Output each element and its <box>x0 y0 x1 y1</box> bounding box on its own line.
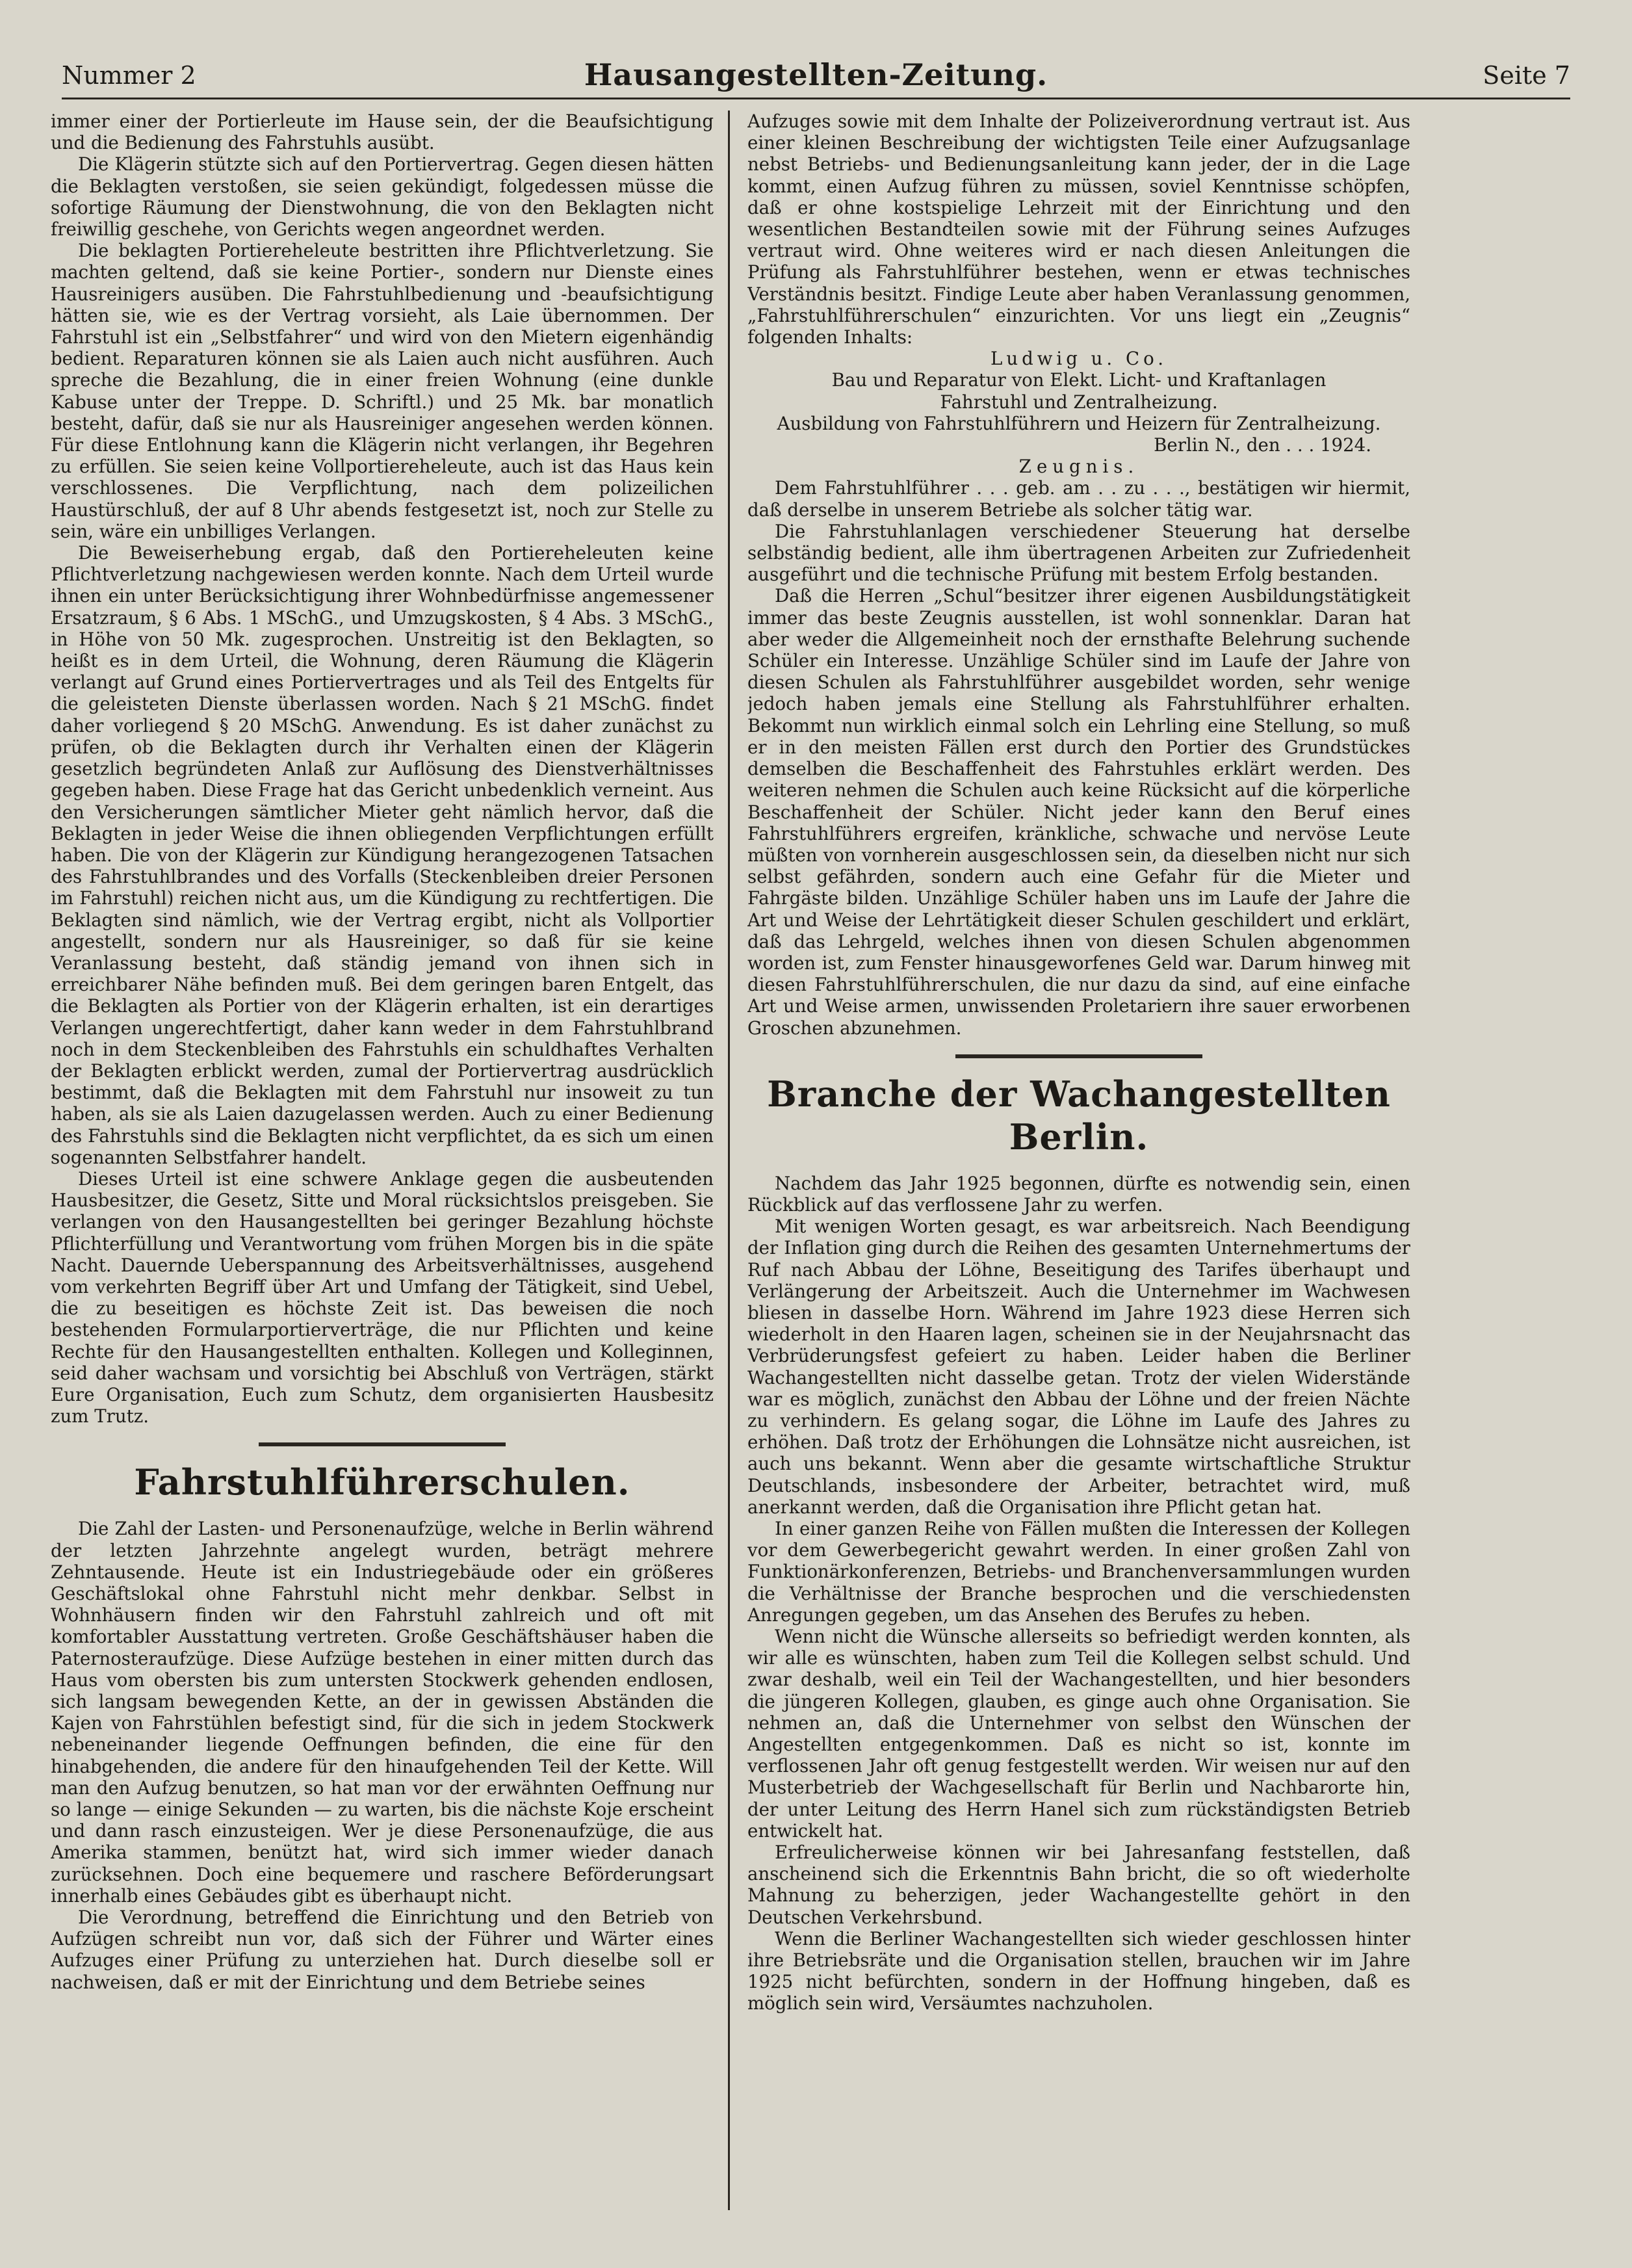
column-divider <box>728 111 730 2210</box>
certificate-line: Bau und Reparatur von Elekt. Licht- und Kraftanlagen <box>831 369 1327 391</box>
article-paragraph: Aufzuges sowie mit dem Inhalte der Polizeiverordnung vertraut ist. Aus einer kleinen Beschreibung der wichtigsten Teile einer Aufzugsanlage nebst Betriebs- und Bedienungsanleitung kann jeder, der in die Lage kommt, einen Aufzug führen zu müssen, soviel Kenntnisse schöpfen, daß er ohne kostspielige Lehrzeit mit der Einrichtung und den wesentlichen Bestandteilen sowie mit der Führung seines Aufzuges vertraut wird. Ohne weiteres wird er nach diesen Anleitungen die Prüfung als Fahrstuhlführer bestehen, wenn er etwas technisches Verständnis besitzt. Findige Leute aber haben Veranlassung genommen, „Fahrstuhlführerschulen“ einzurichten. Vor uns liegt ein „Zeugnis“ folgenden Inhalts: <box>747 111 1410 348</box>
article-paragraph: Die beklagten Portiereheleute bestritten ihre Pflichtverletzung. Sie machten geltend, daß sie keine Portier-, sondern nur Dienste eines Hausreinigers ausüben. Die Fahrstuhlbedienung und -beaufsichtigung hätten sie, wie es der Vertrag vorsieht, als Laie übernommen. Der Fahrstuhl ist ein „Selbstfahrer“ und wird von den Mietern eigenhändig bedient. Reparaturen können sie als Laien auch nicht ausführen. Auch spreche die Bezahlung, die in einer freien Wohnung (eine dunkle Kabuse unter der Treppe. D. Schriftl.) und 25 Mk. bar monatlich besteht, dafür, daß sie nur als Hausreiniger angesehen werden können. Für diese Entlohnung kann die Klägerin nicht verlangen, ihr Begehren zu erfüllen. Sie seien keine Vollportiereheleute, auch ist das Haus kein verschlossenes. Die Verpflichtung, nach dem polizeilichen Haustürschluß, der auf 8 Uhr abends festgesetzt ist, noch zur Stelle zu sein, wäre ein unbilliges Verlangen. <box>51 240 714 542</box>
article-paragraph: Die Beweiserhebung ergab, daß den Portiereheleuten keine Pflichtverletzung nachgewiesen werden konnte. Nach dem Urteil wurde ihnen ein unter Berücksichtigung ihrer Wohnbedürfnisse angemessener Ersatzraum, § 6 Abs. 1 MSchG., und Umzugskosten, § 4 Abs. 3 MSchG., in Höhe von 50 Mk. zugesprochen. Unstreitig ist den Beklagten, so heißt es in dem Urteil, die Wohnung, deren Räumung die Klägerin verlangt auf Grund eines Portiervertrages und als Teil des Entgelts für die geleisteten Dienste überlassen worden. Nach § 21 MSchG. findet daher vorliegend § 20 MSchG. Anwendung. Es ist daher zunächst zu prüfen, ob die Beklagten durch ihr Verhalten einen der Klägerin gesetzlich begründeten Anlaß zur Auflösung des Dienstverhältnisses gegeben haben. Diese Frage hat das Gericht unbedenklich verneint. Aus den Versicherungen sämtlicher Mieter geht nämlich hervor, daß die Beklagten in jeder Weise die ihnen obliegenden Verpflichtungen erfüllt haben. Die von der Klägerin zur Kündigung herangezogenen Tatsachen des Fahrstuhlbrandes und des Vorfalls (Steckenbleiben dreier Personen im Fahrstuhl) reichen nicht aus, um die Kündigung zu rechtfertigen. Die Beklagten sind nämlich, wie der Vertrag ergibt, nicht als Vollportier angestellt, sondern nur als Hausreiniger, so daß für sie keine Veranlassung besteht, daß ständig jemand von ihnen sich in erreichbarer Nähe befinden muß. Bei dem geringen baren Entgelt, das die Beklagten als Portier von der Klägerin erhalten, ist ein derartiges Verlangen ungerechtfertigt, daher kann weder in dem Fahrstuhlbrand noch in dem Steckenbleiben des Fahrstuhls ein schuldhaftes Verhalten der Beklagten erblickt werden, zumal der Portiervertrag ausdrücklich bestimmt, daß die Beklagten mit dem Fahrstuhl nur insoweit zu tun haben, als sie als Laien dazugelassen werden. Auch zu einer Bedienung des Fahrstuhls sind die Beklagten nicht verpflichtet, da es sich um einen sogenannten Selbstfahrer handelt. <box>51 542 714 1168</box>
article-paragraph: Die Zahl der Lasten- und Personenaufzüge, welche in Berlin während der letzten Jahrzehnte angelegt wurden, beträgt mehrere Zehntausende. Heute ist ein Industriegebäude oder ein größeres Geschäftslokal ohne Fahrstuhl nicht mehr denkbar. Selbst in Wohnhäusern finden wir den Fahrstuhl zahlreich und oft mit komfortabler Ausstattung vertreten. Große Geschäftshäuser haben die Paternosteraufzüge. Diese Aufzüge bestehen in einer mitten durch das Haus vom obersten bis zum untersten Stockwerk gehenden endlosen, sich langsam bewegenden Kette, an der in gewissen Abständen die Kajen von Fahrstühlen befestigt sind, für die sich in jedem Stockwerk nebeneinander liegende Oeffnungen befinden, die eine für den hinabgehenden, die andere für den hinaufgehenden Teil der Kette. Will man den Aufzug benutzen, so hat man vor der erwähnten Oeffnung nur so lange — einige Sekunden — zu warten, bis die nächste Koje erscheint und dann rasch einzusteigen. Wer je diese Personenaufzüge, die aus Amerika stammen, benützt hat, wird sich immer wieder danach zurücksehnen. Doch eine bequemere und raschere Beförderungsart innerhalb eines Gebäudes gibt es überhaupt nicht. <box>51 1518 714 1907</box>
article-paragraph: In einer ganzen Reihe von Fällen mußten die Interessen der Kollegen vor dem Gewerbegericht gewahrt werden. In einer großen Zahl von Funktionärkonferenzen, Betriebs- und Branchenversammlungen wurden die Verhältnisse der Branche besprochen und die verschiedensten Anregungen gegeben, um das Ansehen des Berufes zu heben. <box>747 1517 1410 1626</box>
certificate-date: Berlin N., den . . . 1924. <box>1154 434 1371 456</box>
article-paragraph: Daß die Herren „Schul“besitzer ihrer eigenen Ausbildungstätigkeit immer das beste Zeugnis ausstellen, ist wohl sonnenklar. Daran hat aber weder die Allgemeinheit noch der ernsthafte Belehrung suchende Schüler ein Interesse. Unzählige Schüler sind im Laufe der Jahre von diesen Schulen als Fahrstuhlführer ausgebildet worden, sehr wenige jedoch haben jemals eine Stellung als Fahrstuhlführer erhalten. Bekommt nun wirklich einmal solch ein Lehrling eine Stellung, so muß er in den meisten Fällen erst durch den Portier des Grundstückes demselben die Beschaffenheit des Fahrstuhles erklärt werden. Des weiteren nehmen die Schulen auch keine Rücksicht auf die körperliche Beschaffenheit der Schüler. Nicht jeder kann den Beruf eines Fahrstuhlführers ergreifen, kränkliche, schwache und nervöse Leute müßten von vornherein ausgeschlossen sein, da dieselben nicht nur sich selbst gefährden, sondern auch eine Gefahr für die Mieter und Fahrgäste bilden. Unzählige Schüler haben uns im Laufe der Jahre die Art und Weise der Lehrtätigkeit dieser Schulen geschildert und erklärt, daß das Lehrgeld, welches ihnen von diesen Schulen abgenommen worden ist, zum Fenster hinausgeworfenes Geld war. Darum hinweg mit diesen Fahrstuhlführerschulen, die nur dazu da sind, auf eine einfache Art und Weise armen, unwissenden Proletariern ihre sauer erworbenen Groschen abzunehmen. <box>747 585 1410 1039</box>
certificate-label: Zeugnis. <box>1018 456 1139 478</box>
article-paragraph: Die Fahrstuhlanlagen verschiedener Steuerung hat derselbe selbständig bedient, alle ihm übertragenen Arbeiten zur Zufriedenheit ausgeführt und die technische Prüfung mit bestem Erfolg bestanden. <box>747 520 1410 586</box>
article-paragraph: Wenn nicht die Wünsche allerseits so befriedigt werden konnten, als wir alle es wünschten, haben zum Teil die Kollegen selbst schuld. Und zwar deshalb, weil ein Teil der Wachangestellten, und hier besonders die jüngeren Kollegen, glauben, es ginge auch ohne Organisation. Sie nehmen an, daß die Unternehmer von selbst den Wünschen der Angestellten entgegenkommen. Daß es nicht so ist, konnte im verflossenen Jahr oft genug festgestellt werden. Wir weisen nur auf den Musterbetrieb der Wachgesellschaft für Berlin und Nachbarorte hin, der unter Leitung des Herrn Hanel sich zum rückständigsten Betrieb entwickelt hat. <box>747 1626 1410 1842</box>
page-number: Seite 7 <box>1483 61 1570 90</box>
section-divider <box>955 1054 1202 1058</box>
article-paragraph: Nachdem das Jahr 1925 begonnen, dürfte es notwendig sein, einen Rückblick auf das verflossene Jahr zu werfen. <box>747 1172 1410 1216</box>
section-heading-fahrstuhl: Fahrstuhlführerschulen. <box>134 1461 630 1504</box>
article-paragraph: Erfreulicherweise können wir bei Jahresanfang feststellen, daß anscheinend sich die Erkenntnis Bahn bricht, die so oft wiederholte Mahnung zu beherzigen, jeder Wachangestellte gehört in den Deutschen Verkehrsbund. <box>747 1842 1410 1928</box>
masthead-title: Hausangestellten-Zeitung. <box>584 57 1048 92</box>
section-divider <box>259 1442 506 1446</box>
article-paragraph: Mit wenigen Worten gesagt, es war arbeitsreich. Nach Beendigung der Inflation ging durch die Reihen des gesamten Unternehmertums der Ruf nach Abbau der Löhne, Beseitigung des Tarifes überhaupt und Verlängerung der Arbeitszeit. Auch die Unternehmer im Wachwesen bliesen in dasselbe Horn. Während im Jahre 1923 diese Herren sich wiederholt in den Haaren lagen, scheinen sie in der Neujahrsnacht das Verbrüderungsfest gefeiert zu haben. Leider haben die Berliner Wachangestellten nicht dasselbe getan. Trotz der vielen Widerstände war es möglich, zunächst den Abbau der Löhne und der freien Nächte zu verhindern. Es gelang sogar, die Löhne im Laufe des Jahres zu erhöhen. Daß trotz der Erhöhungen die Lohnsätze nicht ausreichen, ist auch uns bekannt. Wenn aber die gesamte wirtschaftliche Struktur Deutschlands, insbesondere der Arbeiter, betrachtet wird, muß anerkannt werden, daß die Organisation ihre Pflicht getan hat. <box>747 1216 1410 1518</box>
page-header <box>62 57 1570 99</box>
certificate-line: Ausbildung von Fahrstuhlführern und Heizern für Zentralheizung. <box>777 412 1381 434</box>
article-paragraph: Wenn die Berliner Wachangestellten sich wieder geschlossen hinter ihre Betriebsräte und die Organisation stellen, brauchen wir im Jahre 1925 nicht befürchten, sondern in der Hoffnung hingeben, daß es möglich sein wird, Versäumtes nachzuholen. <box>747 1927 1410 2014</box>
right-column <box>747 111 1410 2210</box>
certificate-firm: Ludwig u. Co. <box>991 348 1167 370</box>
article-paragraph: immer einer der Portierleute im Hause sein, der die Beaufsichtigung und die Bedienung des Fahrstuhls ausübt. <box>51 111 714 154</box>
section-heading-wachangestellte: Branche der Wachangestellten Berlin. <box>767 1073 1391 1158</box>
issue-number: Nummer 2 <box>62 61 196 90</box>
article-paragraph: Dem Fahrstuhlführer . . . geb. am . . zu . . ., bestätigen wir hiermit, daß derselbe in unserem Betriebe als solcher tätig war. <box>747 477 1410 521</box>
article-paragraph: Dieses Urteil ist eine schwere Anklage gegen die ausbeutenden Hausbesitzer, die Gesetz, Sitte und Moral rücksichtslos preisgeben. Sie verlangen von den Hausangestellten bei geringer Bezahlung höchste Pflichterfüllung und Verantwortung vom frühen Morgen bis in die späte Nacht. Dauernde Ueberspannung des Arbeitsverhältnisses, ausgehend vom verkehrten Begriff über Art und Umfang der Tätigkeit, sind Uebel, die zu beseitigen es höchste Zeit ist. Das beweisen die noch bestehenden Formularportierverträge, die nur Pflichten und keine Rechte für den Hausangestellten enthalten. Kollegen und Kolleginnen, seid daher wachsam und vorsichtig bei Abschluß von Verträgen, stärkt Eure Organisation, Euch zum Schutz, dem organisierten Hausbesitz zum Trutz. <box>51 1167 714 1427</box>
certificate-line: Fahrstuhl und Zentralheizung. <box>940 391 1218 413</box>
article-paragraph: Die Klägerin stützte sich auf den Portiervertrag. Gegen diesen hätten die Beklagten verstoßen, sie seien gekündigt, folgedessen müsse die sofortige Räumung der Dienstwohnung, die von den Beklagten nicht freiwillig geschehe, von Gerichts wegen angeordnet werden. <box>51 153 714 241</box>
certificate-block <box>747 348 1410 477</box>
article-paragraph: Die Verordnung, betreffend die Einrichtung und den Betrieb von Aufzügen schreibt nun vor, daß sich der Führer und Wärter eines Aufzuges einer Prüfung zu unterziehen hat. Durch dieselbe soll er nachweisen, daß er mit der Einrichtung und dem Betriebe seines <box>51 1907 714 1993</box>
left-column <box>51 111 714 2210</box>
